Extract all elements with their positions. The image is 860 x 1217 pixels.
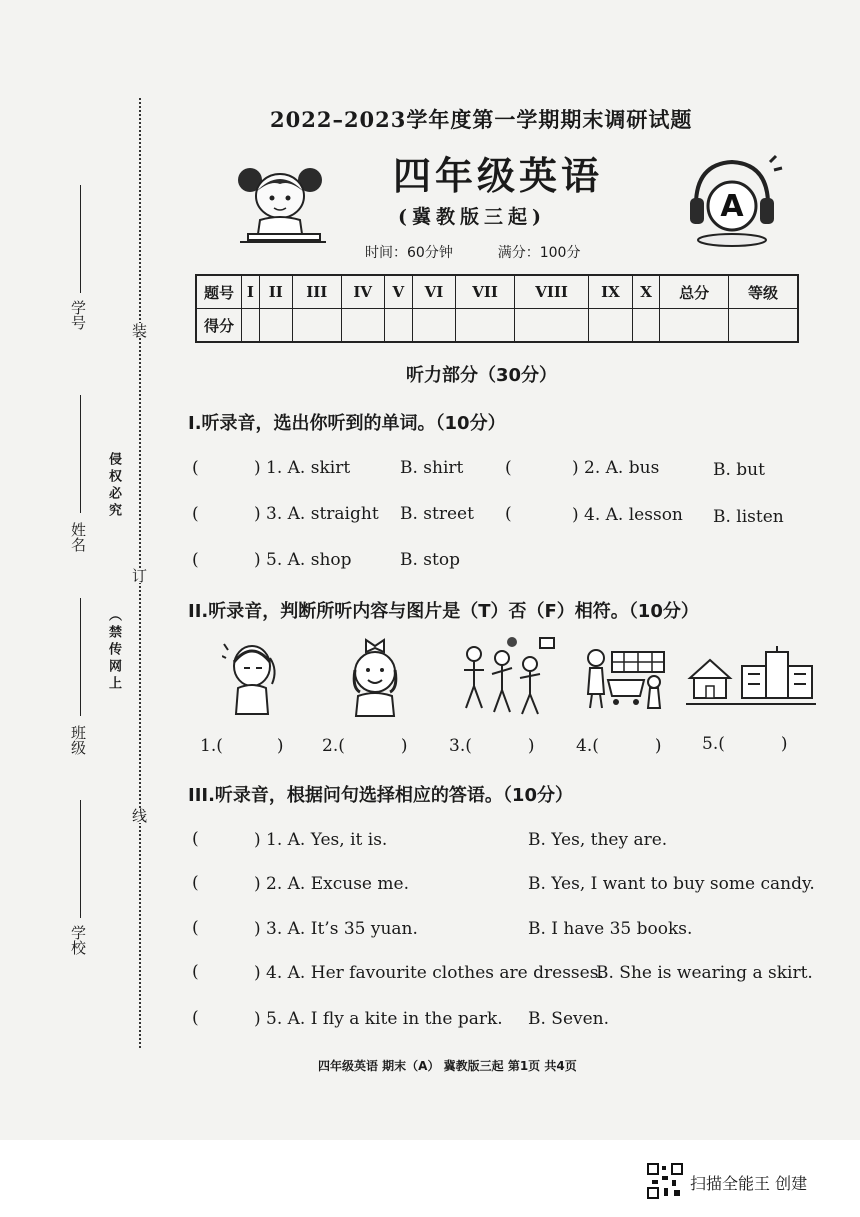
section-3-title: III.听录音，根据问句选择相应的答语。（10分） [188,785,573,806]
answer-blank[interactable]: ( [192,918,199,938]
score-col-total: 总分 [660,275,728,309]
school-label: 学校 [69,925,87,955]
badge-letter: A [720,189,744,224]
term-title: 2022–2023学年度第一学期期末调研试题 [270,107,693,132]
full-marks-label: 满分：100分 [497,245,581,261]
answer-blank[interactable]: ( [192,829,199,849]
score-col-9: IX [589,275,632,309]
s2-answer-1[interactable]: 1.( ) [200,736,284,756]
score-col-10: X [632,275,660,309]
picture-5-home-and-school [686,644,816,710]
s2-answer-4[interactable]: 4.( ) [576,736,662,756]
score-row-label: 得分 [196,309,242,343]
s1-q1-option-b: B. shirt [400,458,464,478]
time-label: 时间：60分钟 [365,245,453,261]
no-spread-note: （禁传网上 [106,608,121,693]
s1-q3-option-b: B. street [400,504,474,524]
picture-4-supermarket [582,646,670,710]
s3-q1-option-b: B. Yes, they are. [528,830,668,850]
s3-q1-option-a: ) 1. A. Yes, it is. [254,830,388,850]
s1-q5-option-b: B. stop [400,550,460,570]
subject-title: 四年级英语 [393,153,604,198]
s3-q2-option-a: ) 2. A. Excuse me. [254,874,409,894]
name-line [80,395,81,513]
s3-q4-option-b: B. She is wearing a skirt. [596,963,813,983]
student-id-line [80,185,81,293]
s1-q3-option-a: ) 3. A. straight [254,504,379,524]
s1-q2-option-b: B. but [713,460,765,480]
s3-q3-option-a: ) 3. A. It’s 35 yuan. [254,919,418,939]
picture-3-playing-basketball [454,634,556,718]
s2-answer-2[interactable]: 2.( ) [322,736,408,756]
answer-blank[interactable]: ( [192,458,199,478]
answer-blank[interactable]: ( [505,504,512,524]
score-col-4: IV [341,275,384,309]
score-cell[interactable] [589,309,632,343]
s2-answer-1-label: 1.( [200,736,223,756]
score-col-7: VII [456,275,515,309]
answer-blank[interactable]: ( [505,458,512,478]
listening-part-title: 听力部分（30分） [406,365,558,386]
school-line [80,800,81,918]
answer-blank[interactable]: ( [192,873,199,893]
s1-q4-option-a: ) 4. A. lesson [572,505,683,525]
mark-xian: 线 [130,808,148,823]
s3-q4-option-a: ) 4. A. Her favourite clothes are dresses. [254,963,604,983]
class-line [80,598,81,716]
s2-answer-5-label: 5.( [702,734,725,754]
name-label: 姓名 [69,522,87,552]
score-cell[interactable] [242,309,260,343]
student-girl-illustration [230,158,330,250]
scanner-watermark: 扫描全能王 创建 [690,1174,808,1193]
score-cell[interactable] [456,309,515,343]
answer-blank[interactable]: ( [192,1008,199,1028]
s3-q5-option-b: B. Seven. [528,1009,610,1029]
answer-blank[interactable]: ( [192,962,199,982]
score-cell[interactable] [341,309,384,343]
s2-answer-5[interactable]: 5.( ) [702,734,788,754]
score-cell[interactable] [259,309,292,343]
score-entry-row [196,309,798,343]
score-cell[interactable] [384,309,412,343]
s2-answer-2-label: 2.( [322,736,345,756]
qr-code-icon [646,1162,684,1200]
answer-blank[interactable]: ( [192,504,199,524]
score-cell[interactable] [660,309,728,343]
s3-q3-option-b: B. I have 35 books. [528,919,693,939]
exam-info [365,242,580,262]
score-cell[interactable] [292,309,341,343]
score-cell[interactable] [514,309,588,343]
score-col-2: II [259,275,292,309]
score-header-label: 题号 [196,275,242,309]
mark-zhuang: 装 [130,323,148,338]
page-footer: 四年级英语 期末（A） 冀教版三起 第1页 共4页 [318,1059,577,1073]
s2-answer-3[interactable]: 3.( ) [449,736,535,756]
mark-ding: 订 [130,568,148,583]
s1-q5-option-a: ) 5. A. shop [254,550,352,570]
answer-blank[interactable]: ( [192,550,199,570]
score-col-5: V [384,275,412,309]
score-cell[interactable] [728,309,798,343]
score-col-8: VIII [514,275,588,309]
score-col-grade: 等级 [728,275,798,309]
score-cell[interactable] [412,309,455,343]
score-col-3: III [292,275,341,309]
s3-q2-option-b: B. Yes, I want to buy some candy. [528,874,815,894]
s1-q4-option-b: B. listen [713,507,784,527]
s2-answer-3-label: 3.( [449,736,472,756]
section-2-title: II.听录音，判断所听内容与图片是（T）否（F）相符。（10分） [188,601,699,622]
score-header-row [196,275,798,309]
picture-1-sick-girl [222,640,284,716]
class-label: 班级 [69,725,87,755]
s3-q5-option-a: ) 5. A. I fly a kite in the park. [254,1009,503,1029]
s2-answer-4-label: 4.( [576,736,599,756]
score-cell[interactable] [632,309,660,343]
score-col-6: VI [412,275,455,309]
headphone-a-badge [684,150,784,250]
score-table [195,274,799,343]
score-col-1: I [242,275,260,309]
student-id-label: 学号 [69,300,87,330]
section-1-title: I.听录音，选出你听到的单词。（10分） [188,413,506,434]
s1-q2-option-a: ) 2. A. bus [572,458,660,478]
s1-q1-option-a: ) 1. A. skirt [254,458,351,478]
picture-2-happy-girl [346,634,404,718]
edition-label: (冀教版三起) [398,206,546,228]
copyright-note: 侵权必究 [106,452,121,520]
